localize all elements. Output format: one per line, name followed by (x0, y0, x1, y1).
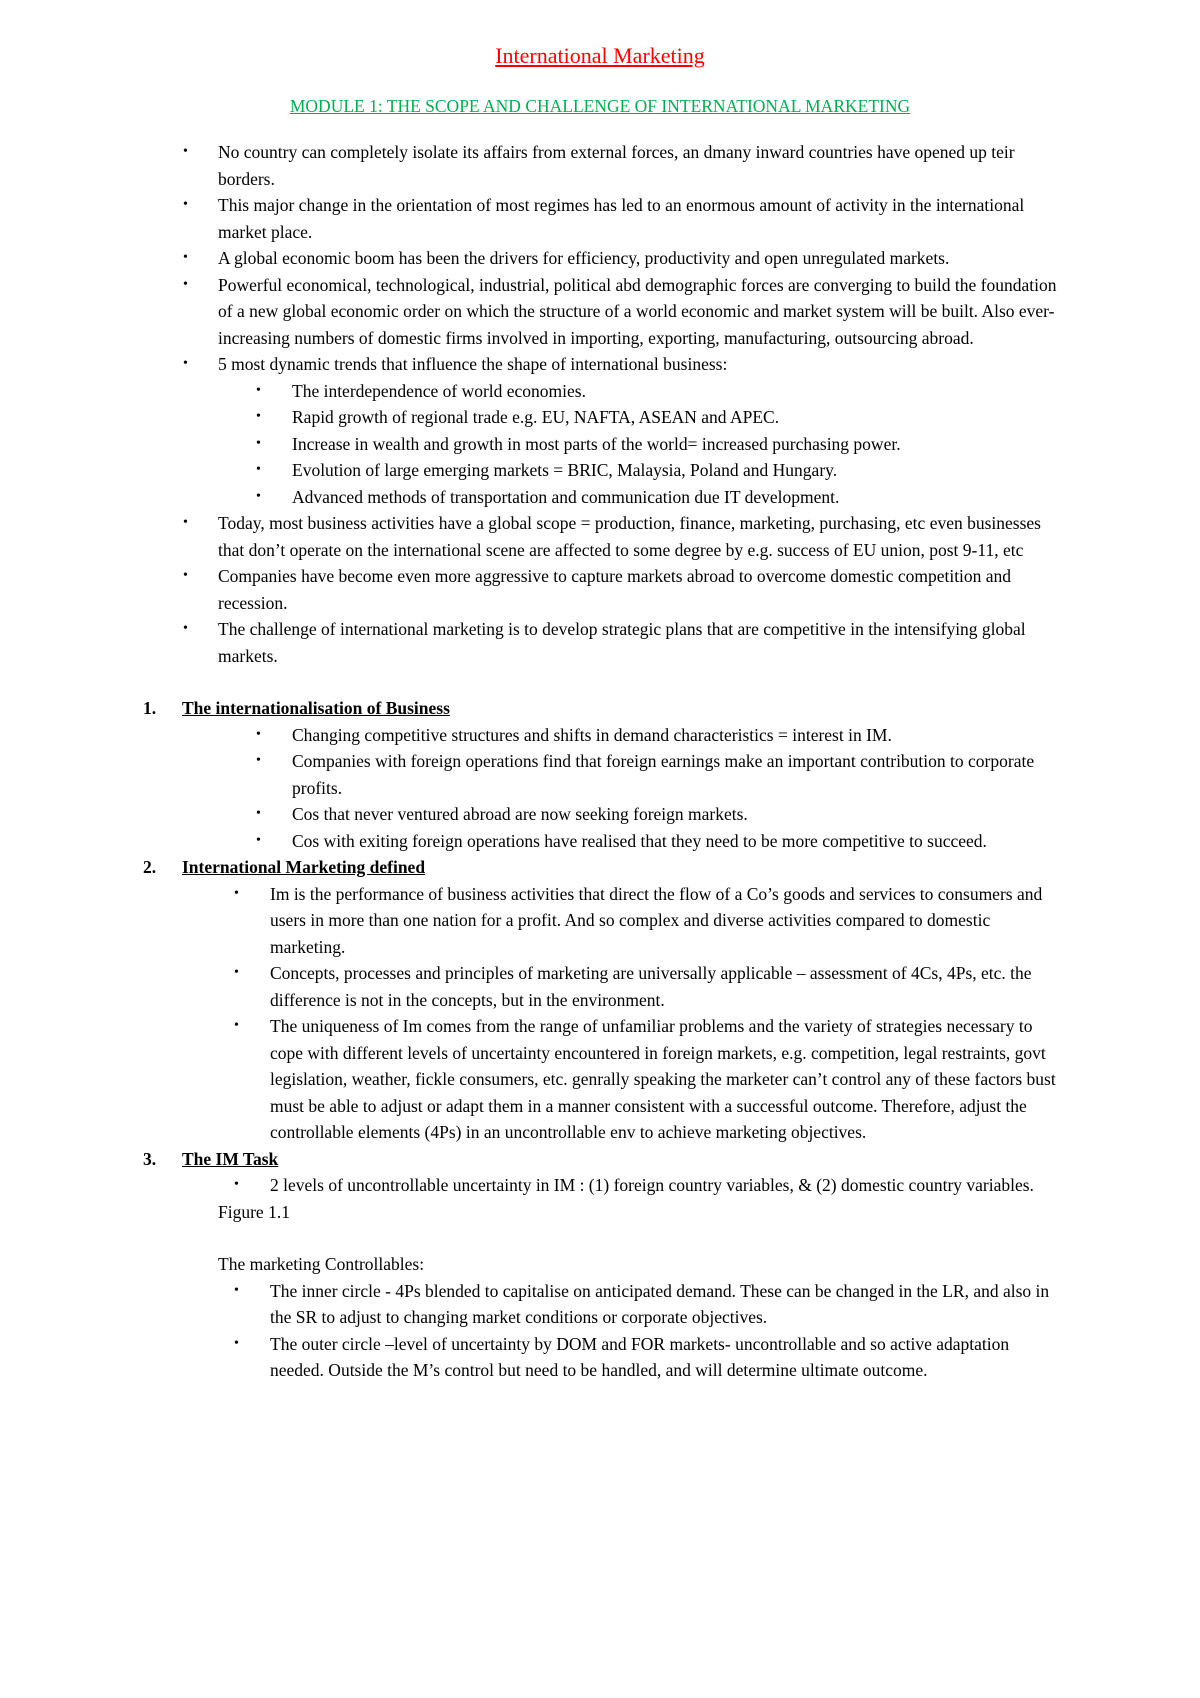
list-item (0, 351, 1200, 378)
bullet-text: 5 most dynamic trends that influence the shape of international business: (218, 354, 728, 374)
sub-list-item (0, 457, 1200, 484)
sub-list-item (0, 960, 1200, 1013)
list-item (0, 192, 1200, 245)
section-number: 2. (143, 857, 157, 877)
bullet-text: Companies with foreign operations find that foreign earnings make an important contribution to corporate profits. (292, 751, 1035, 798)
section-title: International Marketing defined (182, 857, 426, 877)
sub-list-item (0, 378, 1200, 405)
sub-list-item (0, 431, 1200, 458)
sub-list-item (0, 748, 1200, 801)
bullet-icon: • (256, 753, 261, 768)
bullet-icon: • (183, 356, 188, 371)
bullet-text: Companies have become even more aggressive to capture markets abroad to overcome domestic competition and recession. (218, 566, 1012, 613)
bullet-text: 2 levels of uncontrollable uncertainty in IM : (1) foreign country variables, & (2) domestic country variables. (270, 1175, 1034, 1195)
bullet-icon: • (256, 806, 261, 821)
sub-list-item (0, 1172, 1200, 1199)
section-number: 3. (143, 1148, 157, 1169)
bullet-icon: • (234, 1282, 239, 1298)
section-heading (0, 695, 1200, 722)
bullet-icon: • (183, 276, 188, 292)
controllables-label: The marketing Controllables: (218, 1254, 425, 1274)
sub-list-item (0, 722, 1200, 749)
bullet-text: Cos that never ventured abroad are now seeking foreign markets. (292, 804, 748, 824)
bullet-icon: • (183, 250, 188, 265)
bullet-text: Powerful economical, technological, industrial, political abd demographic forces are converging to build the foundation of a new global economic order on which the structure of a world economic and market system will be built. Also ever-increasing numbers of domestic firms involved in importing, exporting, manufacturing, outsourcing abroad. (218, 274, 1057, 348)
bullet-text: Increase in wealth and growth in most parts of the world= increased purchasing power. (292, 433, 901, 454)
bullet-text: The interdependence of world economies. (292, 380, 586, 401)
bullet-icon: • (256, 382, 261, 398)
bullet-icon: • (256, 832, 261, 848)
bullet-icon: • (234, 1018, 239, 1033)
section-heading (0, 854, 1200, 881)
document-title: International Marketing (495, 43, 705, 68)
bullet-text: Changing competitive structures and shifts in demand characteristics = interest in IM. (292, 724, 892, 745)
list-item (0, 245, 1200, 272)
bullet-icon: • (256, 462, 261, 477)
bullet-icon: • (234, 1177, 239, 1192)
bullet-icon: • (183, 144, 188, 159)
list-item (0, 563, 1200, 616)
bullet-text: The outer circle –level of uncertainty by DOM and FOR markets- uncontrollable and so active adaptation needed. Outside the M’s control but need to be handled, and will determine ultimate outcome. (270, 1333, 1010, 1380)
module-subtitle: MODULE 1: THE SCOPE AND CHALLENGE OF INTERNATIONAL MARKETING (289, 96, 911, 116)
sub-list-item (0, 881, 1200, 961)
bullet-icon: • (256, 409, 261, 424)
sub-list-item (0, 1331, 1200, 1384)
list-item (0, 139, 1200, 192)
bullet-text: Evolution of large emerging markets = BRIC, Malaysia, Poland and Hungary. (292, 460, 838, 480)
bullet-text: A global economic boom has been the drivers for efficiency, productivity and open unregulated markets. (218, 248, 950, 268)
sub-list-item (0, 1013, 1200, 1146)
bullet-icon: • (256, 488, 261, 504)
sub-list-item (0, 828, 1200, 855)
document-body (0, 139, 1200, 1384)
list-item (0, 272, 1200, 352)
bullet-icon: • (183, 515, 188, 530)
section-title: The IM Task (182, 1148, 279, 1169)
bullet-icon: • (256, 726, 261, 742)
bullet-text: No country can completely isolate its affairs from external forces, an dmany inward countries have opened up teir borders. (218, 142, 1015, 189)
bullet-text: Im is the performance of business activities that direct the flow of a Co’s goods and services to consumers and users in more than one nation for a profit. And so complex and diverse activities compared to domestic marketing. (270, 883, 1043, 957)
section-number: 1. (143, 698, 157, 718)
bullet-icon: • (183, 568, 188, 583)
bullet-text: The uniqueness of Im comes from the range of unfamiliar problems and the variety of strategies necessary to cope with different levels of uncertainty encountered in foreign markets, e.g. competition, legal restraints, govt legislation, weather, fickle consumers, etc. genrally speaking the marketer can’t control any of these factors bust must be able to adjust or adapt them in a manner consistent with a successful outcome. Therefore, adjust the controllable elements (4Ps) in an uncontrollable env to achieve marketing objectives. (270, 1016, 1056, 1142)
sub-list-item (0, 404, 1200, 431)
bullet-text: This major change in the orientation of most regimes has led to an enormous amount of activity in the international market place. (218, 195, 1025, 242)
bullet-icon: • (234, 1335, 239, 1351)
sub-list-item (0, 801, 1200, 828)
bullet-icon: • (256, 435, 261, 451)
bullet-text: Rapid growth of regional trade e.g. EU, NAFTA, ASEAN and APEC. (292, 407, 780, 427)
list-item (0, 510, 1200, 563)
section-title: The internationalisation of Business (182, 698, 450, 718)
sub-list-item (0, 1278, 1200, 1331)
bullet-text: Concepts, processes and principles of marketing are universally applicable – assessment of 4Cs, 4Ps, etc. the difference is not in the concepts, but in the environment. (270, 963, 1032, 1010)
bullet-icon: • (183, 621, 188, 636)
bullet-text: The challenge of international marketing is to develop strategic plans that are competitive in the intensifying global markets. (218, 619, 1026, 666)
bullet-text: Advanced methods of transportation and communication due IT development. (292, 486, 840, 507)
bullet-text: Today, most business activities have a global scope = production, finance, marketing, purchasing, etc even businesses that don’t operate on the international scene are affected to some degree by e.g. success of EU union, post 9-11, etc (218, 513, 1041, 560)
bullet-icon: • (183, 197, 188, 212)
figure-label: Figure 1.1 (218, 1201, 290, 1222)
section-heading (0, 1146, 1200, 1173)
bullet-icon: • (234, 885, 239, 901)
bullet-icon: • (234, 965, 239, 980)
list-item (0, 616, 1200, 669)
bullet-text: The inner circle - 4Ps blended to capitalise on anticipated demand. These can be changed in the LR, and also in the SR to adjust to changing market conditions or corporate objectives. (270, 1280, 1050, 1327)
bullet-text: Cos with exiting foreign operations have realised that they need to be more competitive to succeed. (292, 830, 987, 851)
sub-list-item (0, 484, 1200, 511)
